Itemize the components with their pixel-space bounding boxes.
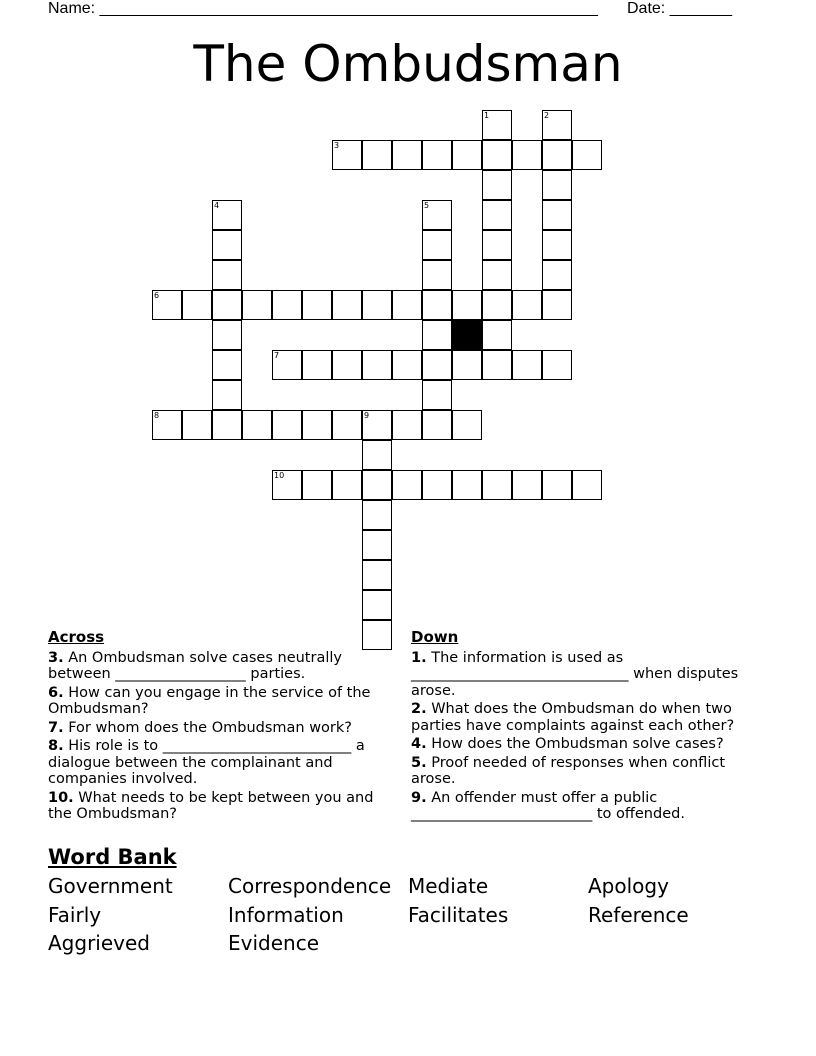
crossword-cell[interactable] bbox=[542, 200, 572, 230]
clue-number-label: 10. bbox=[48, 789, 74, 806]
word-bank-title: Word Bank bbox=[48, 845, 177, 869]
crossword-cell[interactable] bbox=[512, 140, 542, 170]
crossword-cell[interactable] bbox=[422, 410, 452, 440]
crossword-cell[interactable] bbox=[182, 410, 212, 440]
clue-number: 7 bbox=[274, 351, 280, 360]
clue-number-label: 8. bbox=[48, 738, 64, 754]
word-bank-word: Fairly bbox=[48, 903, 102, 927]
clue-text: The information is used as ______________________________ when disputes arose. bbox=[411, 649, 739, 699]
down-clues bbox=[411, 629, 756, 825]
black-square bbox=[452, 320, 482, 350]
clue-number-label: 6. bbox=[48, 684, 64, 701]
across-heading: Across bbox=[48, 628, 105, 646]
crossword-cell[interactable] bbox=[422, 470, 452, 500]
crossword-cell[interactable] bbox=[272, 410, 302, 440]
clue-text: How can you engage in the service of the Ombudsman? bbox=[48, 684, 371, 717]
down-clue bbox=[411, 701, 756, 734]
crossword-cell[interactable] bbox=[362, 140, 392, 170]
crossword-cell[interactable] bbox=[302, 290, 332, 320]
clue-number-label: 2. bbox=[411, 701, 427, 717]
crossword-cell[interactable] bbox=[512, 470, 542, 500]
crossword-cell[interactable] bbox=[302, 350, 332, 380]
date-field[interactable]: Date: _______ bbox=[627, 0, 732, 17]
word-bank-word: Government bbox=[48, 874, 173, 898]
crossword-cell[interactable] bbox=[362, 350, 392, 380]
crossword-cell[interactable] bbox=[332, 290, 362, 320]
crossword-cell[interactable] bbox=[362, 560, 392, 590]
clue-text: An Ombudsman solve cases neutrally between __________________ parties. bbox=[48, 649, 342, 682]
crossword-cell[interactable] bbox=[542, 230, 572, 260]
across-clues bbox=[48, 629, 393, 825]
crossword-cell[interactable] bbox=[332, 350, 362, 380]
clue-number-label: 7. bbox=[48, 719, 64, 736]
crossword-cell[interactable] bbox=[482, 290, 512, 320]
crossword-cell[interactable] bbox=[422, 230, 452, 260]
crossword-cell[interactable] bbox=[452, 290, 482, 320]
crossword-cell[interactable] bbox=[302, 470, 332, 500]
clue-text: His role is to __________________________ a dialogue between the complainant and companies involved. bbox=[48, 738, 365, 787]
crossword-cell[interactable] bbox=[482, 320, 512, 350]
crossword-cell[interactable] bbox=[362, 530, 392, 560]
crossword-cell[interactable] bbox=[392, 350, 422, 380]
crossword-cell[interactable] bbox=[332, 470, 362, 500]
crossword-cell[interactable] bbox=[572, 470, 602, 500]
crossword-cell[interactable] bbox=[242, 410, 272, 440]
clue-number: 8 bbox=[154, 411, 160, 420]
crossword-cell[interactable] bbox=[362, 290, 392, 320]
clue-number: 1 bbox=[484, 111, 490, 120]
crossword-cell[interactable] bbox=[212, 290, 242, 320]
clue-number-label: 4. bbox=[411, 736, 427, 752]
crossword-cell[interactable] bbox=[212, 230, 242, 260]
across-clue bbox=[48, 720, 393, 737]
crossword-cell[interactable] bbox=[422, 320, 452, 350]
crossword-cell[interactable] bbox=[362, 500, 392, 530]
page-title: The Ombudsman bbox=[193, 35, 623, 93]
clue-text: What does the Ombudsman do when two parties have complaints against each other? bbox=[411, 701, 735, 734]
crossword-cell[interactable] bbox=[272, 290, 302, 320]
crossword-cell[interactable] bbox=[482, 200, 512, 230]
crossword-cell[interactable] bbox=[542, 470, 572, 500]
crossword-cell[interactable] bbox=[362, 440, 392, 470]
across-clue bbox=[48, 790, 393, 823]
crossword-cell[interactable] bbox=[452, 470, 482, 500]
clue-number: 3 bbox=[334, 141, 340, 150]
clue-number: 9 bbox=[364, 411, 370, 420]
down-clue bbox=[411, 790, 756, 823]
across-clue bbox=[48, 685, 393, 718]
word-bank-word: Mediate bbox=[408, 874, 489, 898]
down-heading: Down bbox=[411, 628, 459, 646]
crossword-cell[interactable] bbox=[392, 410, 422, 440]
clue-number: 5 bbox=[424, 201, 430, 210]
clue-number-label: 1. bbox=[411, 649, 427, 666]
clue-number: 6 bbox=[154, 291, 160, 300]
crossword-cell[interactable] bbox=[482, 350, 512, 380]
crossword-cell[interactable] bbox=[392, 140, 422, 170]
word-bank-word: Information bbox=[228, 903, 344, 927]
word-bank-word: Aggrieved bbox=[48, 931, 150, 955]
crossword-cell[interactable] bbox=[542, 170, 572, 200]
down-clue bbox=[411, 736, 756, 753]
clue-number: 4 bbox=[214, 201, 220, 210]
across-clue bbox=[48, 738, 393, 788]
crossword-cell[interactable] bbox=[182, 290, 212, 320]
crossword-cell[interactable] bbox=[392, 290, 422, 320]
name-field[interactable]: Name: ________________________________________________________ bbox=[48, 0, 598, 17]
crossword-cell[interactable] bbox=[392, 470, 422, 500]
crossword-cell[interactable] bbox=[212, 350, 242, 380]
clue-number-label: 3. bbox=[48, 649, 64, 666]
crossword-cell[interactable] bbox=[332, 410, 362, 440]
crossword-cell[interactable] bbox=[212, 380, 242, 410]
crossword-cell[interactable] bbox=[512, 350, 542, 380]
clue-text: What needs to be kept between you and the Ombudsman? bbox=[48, 789, 374, 822]
crossword-cell[interactable] bbox=[482, 170, 512, 200]
crossword-cell[interactable] bbox=[212, 410, 242, 440]
word-bank-word: Correspondence bbox=[228, 874, 392, 898]
word-bank-word: Facilitates bbox=[408, 903, 509, 927]
crossword-cell[interactable] bbox=[542, 350, 572, 380]
word-bank-word: Reference bbox=[588, 903, 689, 927]
crossword-cell[interactable] bbox=[482, 260, 512, 290]
clue-number: 2 bbox=[544, 111, 550, 120]
crossword-cell[interactable] bbox=[572, 140, 602, 170]
clue-number-label: 5. bbox=[411, 754, 427, 771]
crossword-cell[interactable] bbox=[302, 410, 332, 440]
crossword-cell[interactable] bbox=[422, 380, 452, 410]
across-clue bbox=[48, 650, 393, 683]
word-bank-word: Evidence bbox=[228, 931, 320, 955]
crossword-cell[interactable] bbox=[482, 470, 512, 500]
crossword-cell[interactable] bbox=[242, 290, 272, 320]
crossword-cell[interactable] bbox=[422, 290, 452, 320]
crossword-cell[interactable] bbox=[422, 260, 452, 290]
crossword-cell[interactable] bbox=[512, 290, 542, 320]
crossword-cell[interactable] bbox=[482, 230, 512, 260]
crossword-cell[interactable] bbox=[452, 350, 482, 380]
crossword-cell[interactable] bbox=[212, 260, 242, 290]
down-clue bbox=[411, 755, 756, 788]
clue-text: How does the Ombudsman solve cases? bbox=[426, 736, 724, 752]
crossword-cell[interactable] bbox=[452, 140, 482, 170]
word-bank-word: Apology bbox=[588, 874, 669, 898]
down-clue bbox=[411, 650, 756, 700]
crossword-cell[interactable] bbox=[422, 350, 452, 380]
crossword-cell[interactable] bbox=[482, 140, 512, 170]
crossword-cell[interactable] bbox=[362, 590, 392, 620]
crossword-cell[interactable] bbox=[422, 140, 452, 170]
crossword-cell[interactable] bbox=[362, 470, 392, 500]
clue-number-label: 9. bbox=[411, 789, 427, 806]
clue-text: Proof needed of responses when conflict arose. bbox=[411, 754, 726, 787]
crossword-cell[interactable] bbox=[212, 320, 242, 350]
clue-text: For whom does the Ombudsman work? bbox=[63, 719, 352, 736]
crossword-cell[interactable] bbox=[452, 410, 482, 440]
crossword-cell[interactable] bbox=[542, 140, 572, 170]
clue-number: 10 bbox=[274, 471, 285, 480]
crossword-cell[interactable] bbox=[542, 260, 572, 290]
crossword-cell[interactable] bbox=[542, 290, 572, 320]
clue-text: An offender must offer a public _________________________ to offended. bbox=[411, 789, 685, 822]
